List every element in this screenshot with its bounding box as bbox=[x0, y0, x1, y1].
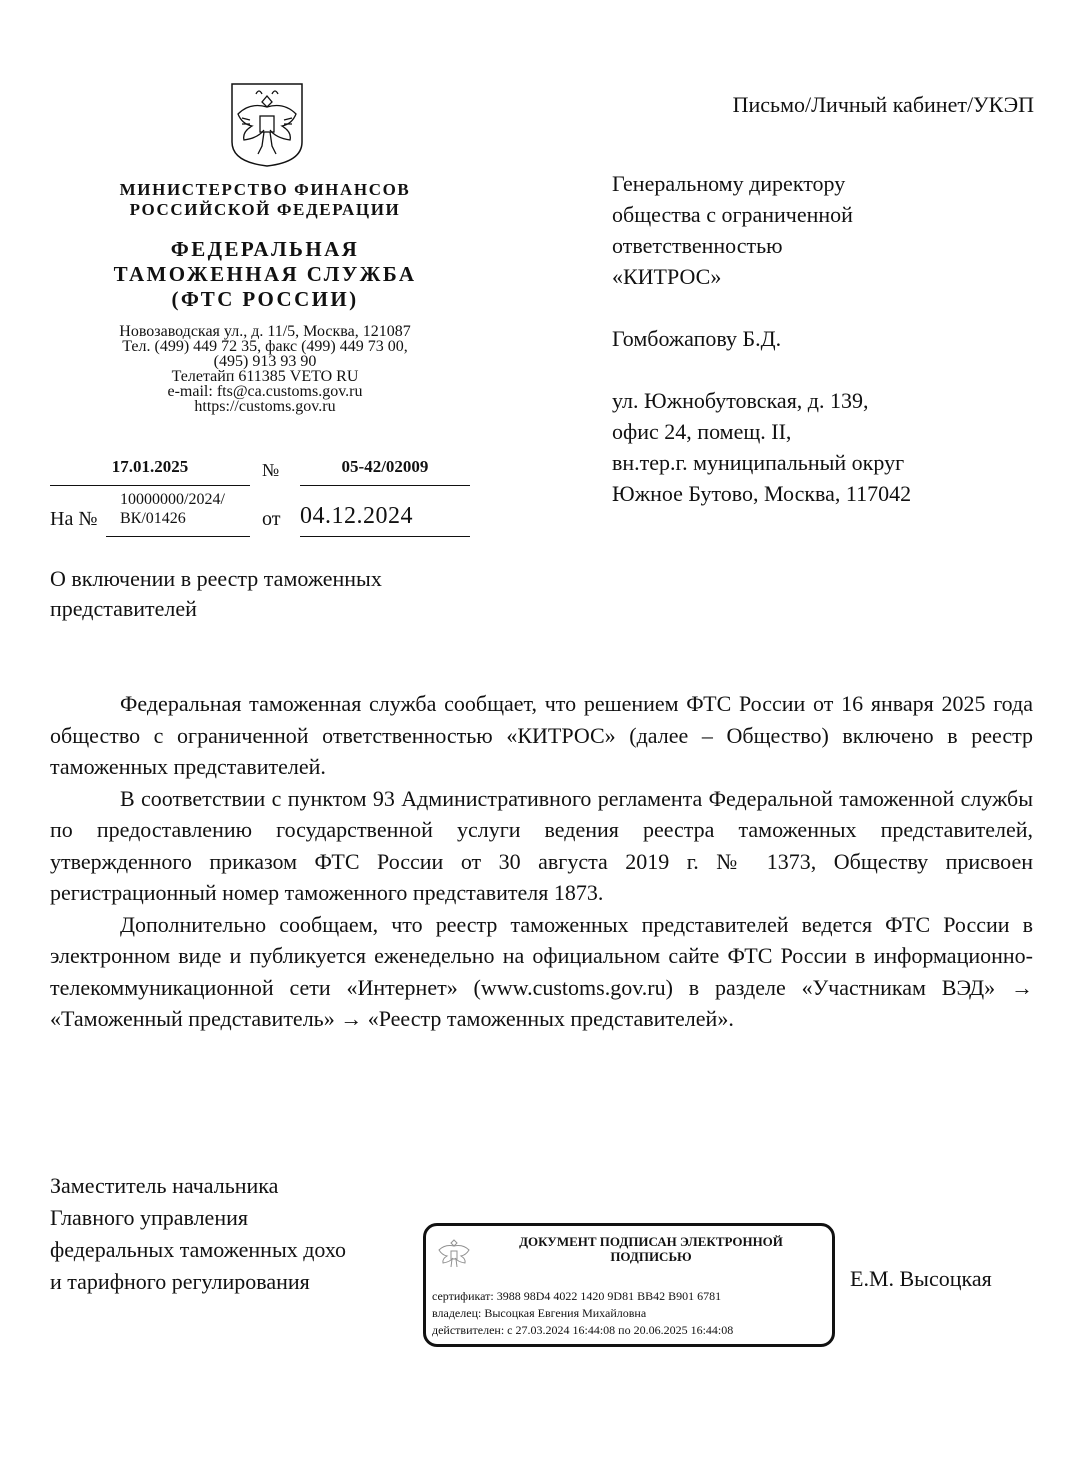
reply-date-label: от bbox=[262, 508, 281, 530]
letter-subject: О включении в реестр таможенных представителей bbox=[50, 566, 382, 621]
divider bbox=[106, 536, 250, 537]
reply-number: 10000000/2024/ ВК/01426 bbox=[120, 491, 225, 527]
reply-date: 04.12.2024 bbox=[300, 503, 413, 529]
body-paragraph: В соответствии с пунктом 93 Административного регламента Федеральной таможенной службы по предоставлению государственной услуги ведения реестра таможенных представителей, утвержденного приказом ФТС России от 30 августа 2019 г. № 1373, Обществу присвоен регистрационный номер таможенного представителя 1873. bbox=[50, 785, 1033, 905]
letter-body bbox=[50, 688, 1033, 1035]
stamp-certificate: сертификат: 3988 98D4 4022 1420 9D81 BB42 B901 6781 bbox=[432, 1289, 722, 1303]
registration-number: 05-42/02009 bbox=[341, 457, 429, 476]
stamp-validity: действителен: с 27.03.2024 16:44:08 по 20.06.2025 16:44:08 bbox=[432, 1323, 734, 1337]
stamp-owner: владелец: Высоцкая Евгения Михайловна bbox=[432, 1306, 647, 1320]
org-contacts: Новозаводская ул., д. 11/5, Москва, 121087 Тел. (499) 449 72 35, факс (499) 449 73 00, (495) 913 93 90 Телетайп 611385 VETO RU e-mail: fts@ca.customs.gov.ru https://customs.gov.ru bbox=[119, 323, 411, 415]
coat-of-arms-icon bbox=[228, 80, 306, 168]
registration-number-sign: № bbox=[262, 460, 280, 480]
service-name: ФЕДЕРАЛЬНАЯ ТАМОЖЕННАЯ СЛУЖБА (ФТС РОССИИ) bbox=[113, 237, 417, 311]
addressee-name: Гомбожапову Б.Д. bbox=[612, 326, 782, 351]
body-paragraph: Дополнительно сообщаем, что реестр таможенных представителей ведется ФТС России в электронном виде и публикуется еженедельно на официальном сайте ФТС России в информационно-телекоммуникационной сети «Интернет» (www.customs.gov.ru) в разделе «Участникам ВЭД» → «Таможенный представитель» → «Реестр таможенных представителей». bbox=[50, 911, 1033, 1031]
signatory-name: Е.М. Высоцкая bbox=[850, 1266, 992, 1291]
addressee-block: Генеральному директору общества с ограниченной ответственностью «КИТРОС» Гомбожапову Б.Д. ул. Южнобутовская, д. 139, офис 24, помещ. II, вн.тер.г. муниципальный округ Южное Бутово, Москва, 117042 bbox=[612, 168, 1032, 509]
stamp-heading: ДОКУМЕНТ ПОДПИСАН ЭЛЕКТРОННОЙ ПОДПИСЬЮ bbox=[519, 1234, 783, 1264]
coat-of-arms-icon bbox=[436, 1234, 472, 1278]
body-paragraph: Федеральная таможенная служба сообщает, что решением ФТС России от 16 января 2025 года общество с ограниченной ответственностью «КИТРОС» (далее – Общество) включено в реестр таможенных представителей. bbox=[50, 691, 1033, 779]
reply-number-label: На № bbox=[50, 508, 98, 530]
signatory-title: Заместитель начальника Главного управления федеральных таможенных дохо и тарифного регулирования bbox=[50, 1173, 347, 1294]
divider bbox=[300, 485, 470, 486]
ministry-name: МИНИСТЕРСТВО ФИНАНСОВ РОССИЙСКОЙ ФЕДЕРАЦИИ bbox=[119, 180, 411, 219]
divider bbox=[50, 485, 250, 486]
registration-date: 17.01.2025 bbox=[111, 457, 189, 476]
divider bbox=[300, 536, 470, 537]
document-type: Письмо/Личный кабинет/УКЭП bbox=[732, 92, 1034, 117]
e-signature-stamp bbox=[423, 1223, 835, 1347]
